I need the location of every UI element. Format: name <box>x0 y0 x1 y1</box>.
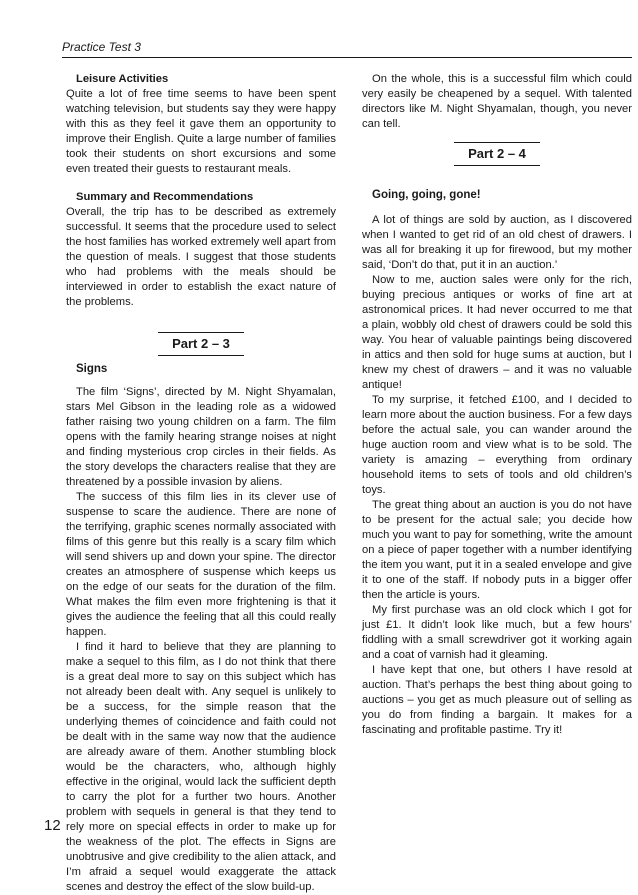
paragraph: My first purchase was an old clock which I got for just £1. It didn’t look like much, but a few hours’ fiddling with a small screwdriver got it working again and a coat of varnish had it gleaming. <box>362 604 632 661</box>
paragraph: The great thing about an auction is you do not have to be present for the actual sale; you decide how much you want to pay for something, write the amount on a piece of paper together with a number identifying the item you want, put it in a sealed envelope and give it to one of the staff. If nobody puts in a bigger offer then the article is yours. <box>362 499 632 601</box>
article-title-signs: Signs <box>76 363 108 375</box>
summary-text: Overall, the trip has to be described as extremely successful. It seems that the procedure used to select the host families has worked extremely well apart from the question of meals. I suggest that those students who had problems with the meals should be interviewed in order to establish the exact nature of the problems. <box>66 206 336 308</box>
paragraph: To my surprise, it fetched £100, and I decided to learn more about the auction business. For a few days before the actual sale, you can wander around the huge auction room and view what is to be sold. The variety is amazing – everything from ordinary household items to sets of tools and old children’s toys. <box>362 394 632 496</box>
summary-heading: Summary and Recommendations <box>76 191 254 203</box>
page-header <box>62 40 632 58</box>
left-column <box>66 72 336 895</box>
paragraph: The film ‘Signs’, directed by M. Night Shyamalan, stars Mel Gibson in the leading role as a widowed father raising two young children on a farm. The film opens with the family hearing strange noises at night and finding mysterious crop circles in their fields. As the story develops the characters realise that they are threatened by a possible invasion by aliens. <box>66 386 336 488</box>
part-2-4-box <box>362 142 632 166</box>
part-label: Part 2 – 4 <box>454 142 540 166</box>
right-column <box>362 72 632 738</box>
paragraph: A lot of things are sold by auction, as I discovered when I wanted to get rid of an old chest of drawers. I was all for breaking it up for firewood, but my mother said, ‘Don’t do that, put it in an auction.’ <box>362 214 632 271</box>
header-title: Practice Test 3 <box>62 40 141 54</box>
paragraph: Now to me, auction sales were only for the rich, buying precious antiques or works of fine art at astronomical prices. It had never occurred to me that a plain, wobbly old chest of drawers could be sold this way. You hear of valuable paintings being discovered in attics and then sold for huge sums at auction, but I knew my chest of drawers – and it was no valuable antique! <box>362 274 632 391</box>
film-review-conclusion: On the whole, this is a successful film which could very easily be cheapened by a sequel. With talented directors like M. Night Shyamalan, though, you never can tell. <box>362 73 632 130</box>
paragraph: The success of this film lies in its clever use of suspense to scare the audience. There are none of the terrifying, graphic scenes normally associated with films of this genre but this really is a scary film which will send shivers up and down your spine. The director creates an atmosphere of suspense which keeps us on the edge of our seats for the duration of the film. What makes the film even more frightening is that it gives the audience the feeling that all this could really happen. <box>66 491 336 638</box>
paragraph: I have kept that one, but others I have resold at auction. That’s perhaps the best thing about going to auctions – you get as much pleasure out of selling as you do from finding a bargain. It makes for a fascinating and profitable pastime. Try it! <box>362 664 632 736</box>
article-title-auction: Going, going, gone! <box>372 189 481 201</box>
page-number: 12 <box>44 817 61 834</box>
part-label: Part 2 – 3 <box>158 332 244 356</box>
paragraph: I find it hard to believe that they are planning to make a sequel to this film, as I do not think that there is a great deal more to say on this subject which has not already been dealt with. Any sequel is unlikely to be a success, for the simple reason that the underlying themes of coincidence and faith could not be dealt with in the same way now that the audience are already aware of them. Another stumbling block would be the characters, who, although highly effective in the original, would lack the sufficient depth to carry the plot for a further two hours. Another problem with sequels in general is that they tend to rely more on special effects in order to make up for the weakness of the plot. The effects in Signs are unobtrusive and give credibility to the alien attack, and I’m afraid a sequel would exaggerate the attack scenes and destroy the effect of the slow build-up. <box>66 641 336 893</box>
leisure-heading: Leisure Activities <box>76 73 169 85</box>
leisure-text: Quite a lot of free time seems to have been spent watching television, but students say they were happy with this as they feel it gave them an opportunity to improve their English. Quite a large number of families took their students on short excursions and some even treated their guests to restaurant meals. <box>66 88 336 175</box>
part-2-3-box <box>66 332 336 356</box>
